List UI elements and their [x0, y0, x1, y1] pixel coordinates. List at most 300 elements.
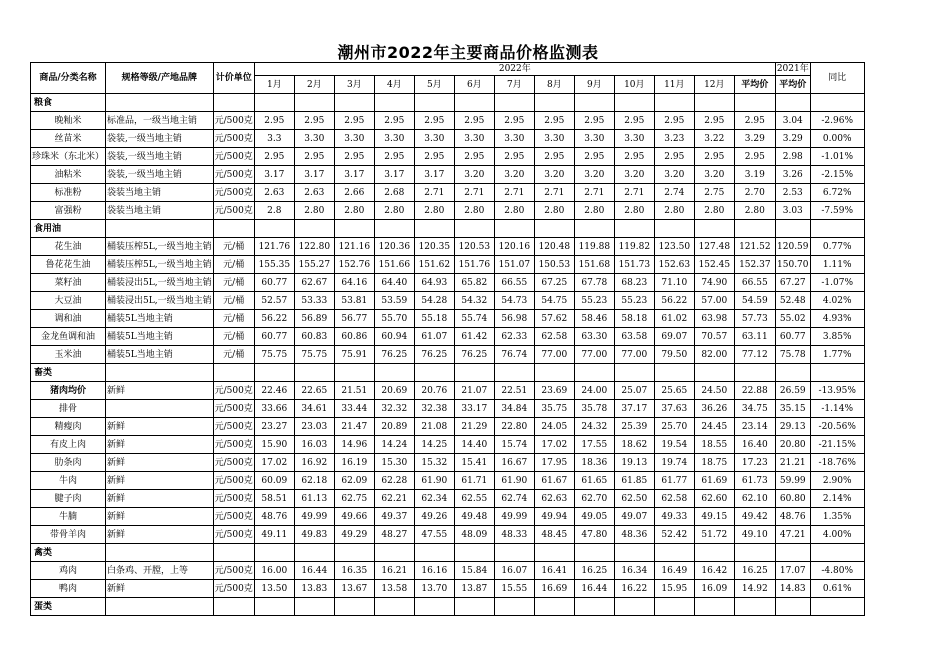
- month-price: 120.48: [534, 238, 574, 256]
- month-price: 49.11: [254, 526, 294, 544]
- month-price: 60.83: [294, 328, 334, 346]
- month-price: 3.30: [294, 130, 334, 148]
- header-avg-2022: 平均价: [734, 76, 775, 94]
- month-price: 3.30: [334, 130, 374, 148]
- price-table: [30, 62, 865, 616]
- yoy-change: 6.72%: [810, 184, 864, 202]
- item-name: 花生油: [31, 238, 106, 256]
- month-price: 37.63: [654, 400, 694, 418]
- month-price: 3.17: [334, 166, 374, 184]
- avg-2021: 150.70: [775, 256, 810, 274]
- month-price: 47.55: [414, 526, 454, 544]
- item-spec: 新鲜: [106, 472, 214, 490]
- month-price: 3.17: [294, 166, 334, 184]
- avg-2021: 29.13: [775, 418, 810, 436]
- month-price: 15.84: [454, 562, 494, 580]
- yoy-change: -21.15%: [810, 436, 864, 454]
- month-price: 22.51: [494, 382, 534, 400]
- empty-cell: [534, 220, 574, 238]
- table-row: [31, 400, 865, 418]
- avg-2022: 2.80: [734, 202, 775, 220]
- avg-2022: 2.70: [734, 184, 775, 202]
- month-price: 152.76: [334, 256, 374, 274]
- month-price: 21.47: [334, 418, 374, 436]
- header-year-2022: 2022年: [254, 63, 775, 76]
- month-price: 3.17: [254, 166, 294, 184]
- month-price: 2.95: [294, 148, 334, 166]
- category-label: 食用油: [31, 220, 106, 238]
- header-month: 6月: [454, 76, 494, 94]
- item-name: 金龙鱼调和油: [31, 328, 106, 346]
- month-price: 16.21: [374, 562, 414, 580]
- item-spec: 新鲜: [106, 580, 214, 598]
- month-price: 2.95: [254, 148, 294, 166]
- empty-cell: [106, 220, 214, 238]
- month-price: 62.18: [294, 472, 334, 490]
- month-price: 24.00: [574, 382, 614, 400]
- month-price: 2.95: [494, 148, 534, 166]
- month-price: 32.38: [414, 400, 454, 418]
- month-price: 17.95: [534, 454, 574, 472]
- item-name: 标准粉: [31, 184, 106, 202]
- month-price: 75.75: [294, 346, 334, 364]
- empty-cell: [614, 364, 654, 382]
- empty-cell: [694, 220, 734, 238]
- header-month: 3月: [334, 76, 374, 94]
- table-row: [31, 418, 865, 436]
- month-price: 21.07: [454, 382, 494, 400]
- category-row: [31, 220, 865, 238]
- month-price: 49.26: [414, 508, 454, 526]
- month-price: 2.95: [614, 148, 654, 166]
- yoy-change: -1.14%: [810, 400, 864, 418]
- month-price: 54.73: [494, 292, 534, 310]
- month-price: 2.95: [574, 148, 614, 166]
- item-unit: 元/500克: [213, 472, 254, 490]
- month-price: 13.67: [334, 580, 374, 598]
- yoy-change: 1.35%: [810, 508, 864, 526]
- empty-cell: [574, 364, 614, 382]
- month-price: 3.20: [654, 166, 694, 184]
- month-price: 63.58: [614, 328, 654, 346]
- item-name: 猪肉均价: [31, 382, 106, 400]
- month-price: 61.67: [534, 472, 574, 490]
- month-price: 22.65: [294, 382, 334, 400]
- empty-cell: [734, 220, 775, 238]
- avg-2021: 47.21: [775, 526, 810, 544]
- item-unit: 元/500克: [213, 184, 254, 202]
- month-price: 16.16: [414, 562, 454, 580]
- month-price: 24.32: [574, 418, 614, 436]
- empty-cell: [254, 364, 294, 382]
- table-row: [31, 580, 865, 598]
- month-price: 55.23: [614, 292, 654, 310]
- yoy-change: -1.07%: [810, 274, 864, 292]
- empty-cell: [334, 598, 374, 616]
- month-price: 2.71: [534, 184, 574, 202]
- month-price: 49.99: [294, 508, 334, 526]
- avg-2021: 60.77: [775, 328, 810, 346]
- month-price: 150.53: [534, 256, 574, 274]
- month-price: 62.34: [414, 490, 454, 508]
- item-unit: 元/桶: [213, 346, 254, 364]
- month-price: 35.75: [534, 400, 574, 418]
- empty-cell: [694, 544, 734, 562]
- empty-cell: [810, 220, 864, 238]
- month-price: 2.71: [414, 184, 454, 202]
- month-price: 21.08: [414, 418, 454, 436]
- month-price: 119.82: [614, 238, 654, 256]
- empty-cell: [106, 598, 214, 616]
- item-spec: 桶装5L当地主销: [106, 310, 214, 328]
- month-price: 56.22: [254, 310, 294, 328]
- month-price: 2.95: [414, 112, 454, 130]
- month-price: 2.95: [614, 112, 654, 130]
- item-spec: 新鲜: [106, 418, 214, 436]
- empty-cell: [106, 544, 214, 562]
- month-price: 2.63: [294, 184, 334, 202]
- month-price: 2.95: [654, 112, 694, 130]
- yoy-change: 4.00%: [810, 526, 864, 544]
- month-price: 20.89: [374, 418, 414, 436]
- month-price: 120.53: [454, 238, 494, 256]
- month-price: 16.41: [534, 562, 574, 580]
- empty-cell: [213, 544, 254, 562]
- month-price: 2.80: [454, 202, 494, 220]
- yoy-change: -2.96%: [810, 112, 864, 130]
- avg-2021: 3.03: [775, 202, 810, 220]
- month-price: 2.80: [654, 202, 694, 220]
- month-price: 58.46: [574, 310, 614, 328]
- month-price: 55.74: [454, 310, 494, 328]
- empty-cell: [694, 598, 734, 616]
- month-price: 2.68: [374, 184, 414, 202]
- month-price: 2.74: [654, 184, 694, 202]
- month-price: 49.48: [454, 508, 494, 526]
- month-price: 15.74: [494, 436, 534, 454]
- month-price: 48.36: [614, 526, 654, 544]
- month-price: 3.20: [614, 166, 654, 184]
- item-unit: 元/500克: [213, 130, 254, 148]
- empty-cell: [254, 598, 294, 616]
- item-unit: 元/桶: [213, 328, 254, 346]
- item-spec: 新鲜: [106, 526, 214, 544]
- month-price: 48.09: [454, 526, 494, 544]
- empty-cell: [414, 94, 454, 112]
- month-price: 74.90: [694, 274, 734, 292]
- item-unit: 元/500克: [213, 508, 254, 526]
- header-month: 5月: [414, 76, 454, 94]
- month-price: 2.95: [414, 148, 454, 166]
- month-price: 62.70: [574, 490, 614, 508]
- avg-2022: 54.59: [734, 292, 775, 310]
- item-name: 带骨羊肉: [31, 526, 106, 544]
- month-price: 62.50: [614, 490, 654, 508]
- table-row: [31, 274, 865, 292]
- month-price: 3.30: [494, 130, 534, 148]
- month-price: 120.16: [494, 238, 534, 256]
- month-price: 69.07: [654, 328, 694, 346]
- avg-2022: 152.37: [734, 256, 775, 274]
- month-price: 49.83: [294, 526, 334, 544]
- empty-cell: [534, 598, 574, 616]
- month-price: 2.80: [294, 202, 334, 220]
- empty-cell: [654, 94, 694, 112]
- empty-cell: [614, 598, 654, 616]
- month-price: 77.00: [614, 346, 654, 364]
- month-price: 54.75: [534, 292, 574, 310]
- month-price: 22.46: [254, 382, 294, 400]
- month-price: 49.66: [334, 508, 374, 526]
- month-price: 25.65: [654, 382, 694, 400]
- month-price: 60.77: [254, 274, 294, 292]
- month-price: 17.02: [254, 454, 294, 472]
- empty-cell: [294, 220, 334, 238]
- month-price: 61.07: [414, 328, 454, 346]
- avg-2021: 3.26: [775, 166, 810, 184]
- month-price: 63.98: [694, 310, 734, 328]
- empty-cell: [775, 544, 810, 562]
- month-price: 2.95: [494, 112, 534, 130]
- item-name: 丝苗米: [31, 130, 106, 148]
- item-spec: 袋装当地主销: [106, 184, 214, 202]
- month-price: 151.66: [374, 256, 414, 274]
- month-price: 22.80: [494, 418, 534, 436]
- month-price: 62.58: [654, 490, 694, 508]
- item-unit: 元/500克: [213, 112, 254, 130]
- item-name: 鲁花花生油: [31, 256, 106, 274]
- month-price: 2.71: [494, 184, 534, 202]
- month-price: 3.22: [694, 130, 734, 148]
- month-price: 77.00: [534, 346, 574, 364]
- month-price: 15.95: [654, 580, 694, 598]
- category-row: [31, 544, 865, 562]
- month-price: 3.23: [654, 130, 694, 148]
- month-price: 56.89: [294, 310, 334, 328]
- page-title: 潮州市2022年主要商品价格监测表: [337, 43, 599, 62]
- avg-2022: 3.19: [734, 166, 775, 184]
- yoy-change: 1.11%: [810, 256, 864, 274]
- month-price: 48.76: [254, 508, 294, 526]
- month-price: 21.51: [334, 382, 374, 400]
- table-row: [31, 130, 865, 148]
- avg-2022: 62.10: [734, 490, 775, 508]
- category-label: 禽类: [31, 544, 106, 562]
- month-price: 75.75: [254, 346, 294, 364]
- month-price: 23.27: [254, 418, 294, 436]
- month-price: 15.55: [494, 580, 534, 598]
- month-price: 16.42: [694, 562, 734, 580]
- empty-cell: [534, 94, 574, 112]
- empty-cell: [374, 220, 414, 238]
- month-price: 13.50: [254, 580, 294, 598]
- month-price: 2.71: [614, 184, 654, 202]
- empty-cell: [294, 94, 334, 112]
- empty-cell: [775, 220, 810, 238]
- table-row: [31, 184, 865, 202]
- month-price: 47.80: [574, 526, 614, 544]
- month-price: 151.76: [454, 256, 494, 274]
- month-price: 55.18: [414, 310, 454, 328]
- yoy-change: 3.85%: [810, 328, 864, 346]
- item-unit: 元/500克: [213, 400, 254, 418]
- month-price: 121.76: [254, 238, 294, 256]
- avg-2022: 16.25: [734, 562, 775, 580]
- table-row: [31, 310, 865, 328]
- empty-cell: [494, 94, 534, 112]
- month-price: 76.25: [414, 346, 454, 364]
- avg-2021: 14.83: [775, 580, 810, 598]
- category-row: [31, 94, 865, 112]
- empty-cell: [454, 544, 494, 562]
- empty-cell: [106, 364, 214, 382]
- month-price: 62.74: [494, 490, 534, 508]
- month-price: 3.30: [414, 130, 454, 148]
- month-price: 82.00: [694, 346, 734, 364]
- month-price: 61.13: [294, 490, 334, 508]
- month-price: 3.17: [414, 166, 454, 184]
- month-price: 2.95: [534, 112, 574, 130]
- month-price: 3.20: [534, 166, 574, 184]
- header-spec: [106, 63, 214, 94]
- month-price: 3.20: [494, 166, 534, 184]
- yoy-change: 0.77%: [810, 238, 864, 256]
- month-price: 25.07: [614, 382, 654, 400]
- month-price: 16.09: [694, 580, 734, 598]
- item-spec: 桶装压榨5L,一级当地主销: [106, 256, 214, 274]
- month-price: 20.76: [414, 382, 454, 400]
- item-name: 肋条肉: [31, 454, 106, 472]
- table-row: [31, 382, 865, 400]
- item-unit: 元/桶: [213, 256, 254, 274]
- empty-cell: [494, 598, 534, 616]
- month-price: 2.80: [334, 202, 374, 220]
- table-row: [31, 526, 865, 544]
- item-spec: 桶装5L当地主销: [106, 328, 214, 346]
- category-row: [31, 364, 865, 382]
- month-price: 35.78: [574, 400, 614, 418]
- empty-cell: [734, 598, 775, 616]
- avg-2021: 52.48: [775, 292, 810, 310]
- month-price: 121.16: [334, 238, 374, 256]
- empty-cell: [213, 220, 254, 238]
- yoy-change: -13.95%: [810, 382, 864, 400]
- avg-2022: 22.88: [734, 382, 775, 400]
- month-price: 3.20: [454, 166, 494, 184]
- avg-2022: 16.40: [734, 436, 775, 454]
- month-price: 79.50: [654, 346, 694, 364]
- avg-2021: 3.29: [775, 130, 810, 148]
- month-price: 77.00: [574, 346, 614, 364]
- month-price: 3.3: [254, 130, 294, 148]
- month-price: 19.13: [614, 454, 654, 472]
- month-price: 64.16: [334, 274, 374, 292]
- item-spec: 新鲜: [106, 508, 214, 526]
- item-name: 菜籽油: [31, 274, 106, 292]
- month-price: 155.35: [254, 256, 294, 274]
- month-price: 2.95: [374, 112, 414, 130]
- item-spec: 新鲜: [106, 436, 214, 454]
- avg-2021: 120.59: [775, 238, 810, 256]
- avg-2021: 55.02: [775, 310, 810, 328]
- empty-cell: [213, 94, 254, 112]
- month-price: 61.65: [574, 472, 614, 490]
- empty-cell: [775, 364, 810, 382]
- empty-cell: [494, 220, 534, 238]
- item-spec: 新鲜: [106, 490, 214, 508]
- empty-cell: [574, 220, 614, 238]
- month-price: 55.23: [574, 292, 614, 310]
- yoy-change: 1.77%: [810, 346, 864, 364]
- empty-cell: [810, 94, 864, 112]
- item-name: 排骨: [31, 400, 106, 418]
- month-price: 61.71: [454, 472, 494, 490]
- empty-cell: [810, 364, 864, 382]
- table-row: [31, 562, 865, 580]
- month-price: 2.95: [454, 148, 494, 166]
- month-price: 2.80: [694, 202, 734, 220]
- month-price: 62.58: [534, 328, 574, 346]
- month-price: 3.30: [614, 130, 654, 148]
- header-month: 1月: [254, 76, 294, 94]
- avg-2021: 26.59: [775, 382, 810, 400]
- header-yoy: 同比: [810, 63, 864, 94]
- month-price: 2.80: [614, 202, 654, 220]
- month-price: 68.23: [614, 274, 654, 292]
- month-price: 152.63: [654, 256, 694, 274]
- item-name: 油粘米: [31, 166, 106, 184]
- month-price: 19.54: [654, 436, 694, 454]
- yoy-change: 0.00%: [810, 130, 864, 148]
- table-row: [31, 166, 865, 184]
- month-price: 2.80: [534, 202, 574, 220]
- month-price: 14.25: [414, 436, 454, 454]
- yoy-change: -18.76%: [810, 454, 864, 472]
- item-name: 玉米油: [31, 346, 106, 364]
- month-price: 18.75: [694, 454, 734, 472]
- month-price: 58.18: [614, 310, 654, 328]
- month-price: 122.80: [294, 238, 334, 256]
- header-name: 商品/分类名称: [31, 63, 106, 94]
- empty-cell: [454, 94, 494, 112]
- month-price: 15.32: [414, 454, 454, 472]
- month-price: 52.42: [654, 526, 694, 544]
- month-price: 53.33: [294, 292, 334, 310]
- month-price: 2.95: [694, 148, 734, 166]
- yoy-change: 0.61%: [810, 580, 864, 598]
- month-price: 49.07: [614, 508, 654, 526]
- item-unit: 元/500克: [213, 166, 254, 184]
- month-price: 48.27: [374, 526, 414, 544]
- empty-cell: [734, 94, 775, 112]
- category-label: 粮食: [31, 94, 106, 112]
- item-unit: 元/500克: [213, 562, 254, 580]
- month-price: 14.40: [454, 436, 494, 454]
- avg-2021: 60.80: [775, 490, 810, 508]
- month-price: 13.87: [454, 580, 494, 598]
- item-unit: 元/桶: [213, 274, 254, 292]
- month-price: 16.07: [494, 562, 534, 580]
- header-month: 4月: [374, 76, 414, 94]
- table-row: [31, 454, 865, 472]
- avg-2022: 23.14: [734, 418, 775, 436]
- month-price: 2.63: [254, 184, 294, 202]
- item-name: 腱子肉: [31, 490, 106, 508]
- month-price: 24.50: [694, 382, 734, 400]
- month-price: 49.99: [494, 508, 534, 526]
- header-year-2021: 2021年: [776, 63, 809, 74]
- header-month: 2月: [294, 76, 334, 94]
